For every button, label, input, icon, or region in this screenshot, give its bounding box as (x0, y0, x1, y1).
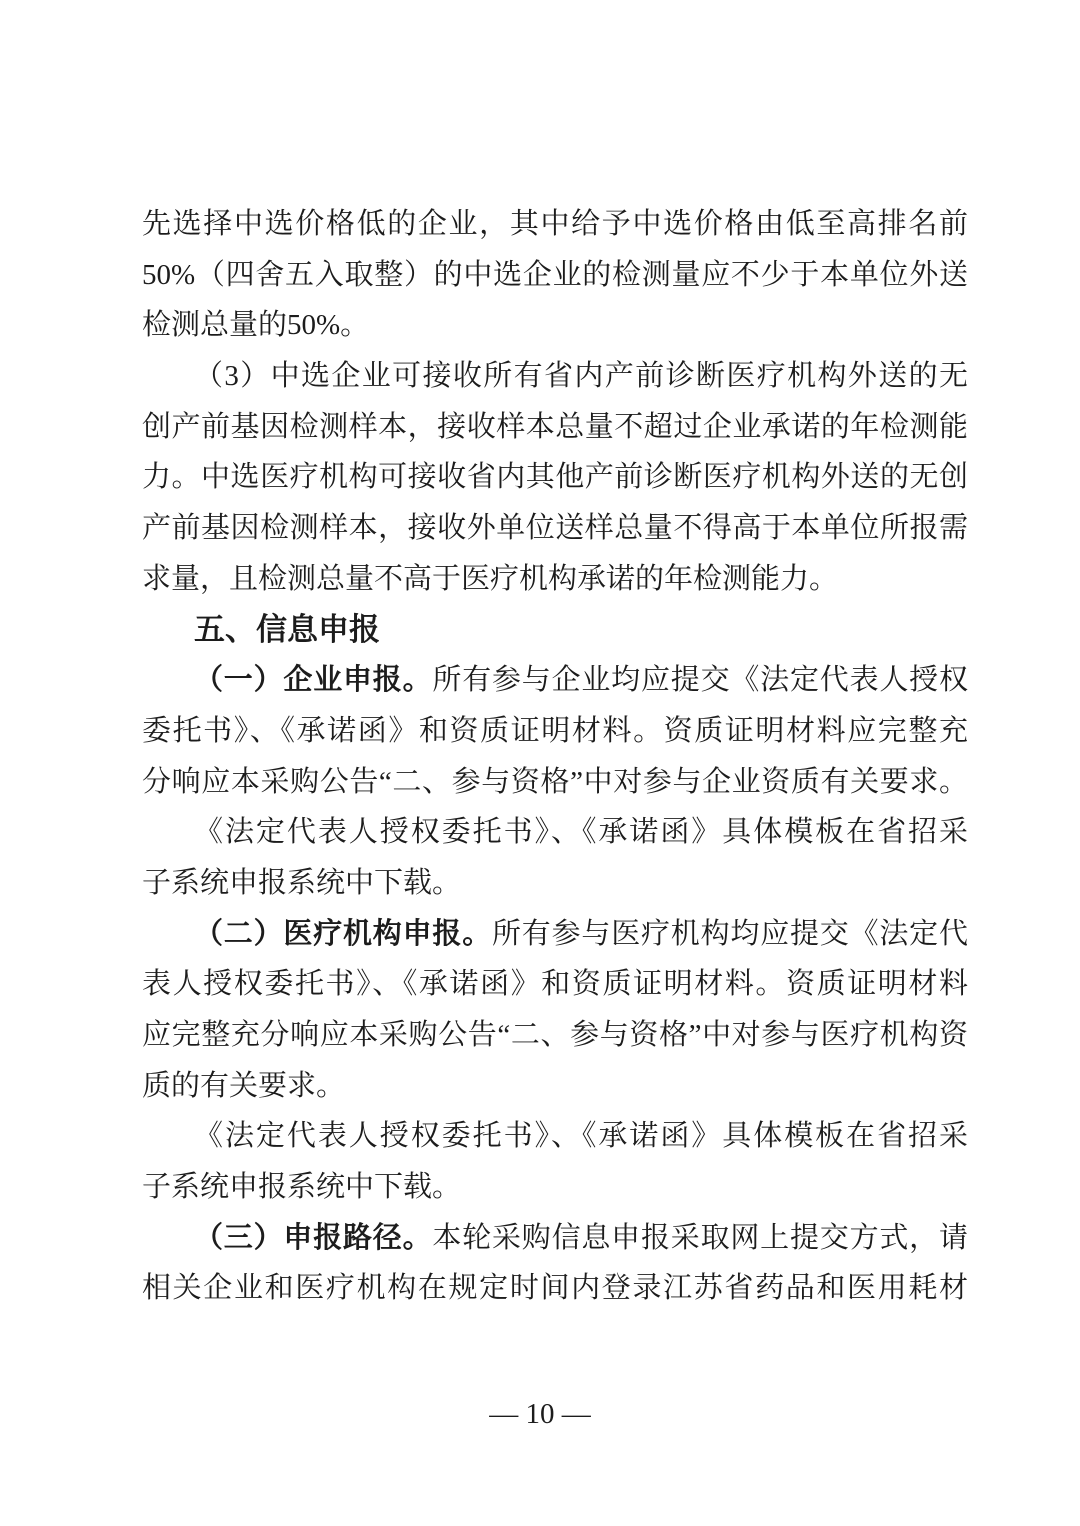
text-line: 应完整充分响应本采购公告“二、参与资格”中对参与医疗机构资 (142, 1019, 968, 1051)
section-heading: 五、信息申报 (194, 611, 380, 647)
text-line (142, 1213, 968, 1264)
text-line: 《法定代表人授权委托书》、《承诺函》具体模板在省招采 (194, 1120, 968, 1153)
text-line: 产前基因检测样本，接收外单位送样总量不得高于本单位所报需 (142, 512, 968, 545)
paragraph-text: 本轮采购信息申报采取网上提交方式，请 (432, 1221, 968, 1254)
paragraph-text: 所有参与医疗机构均应提交《法定代 (492, 917, 968, 950)
page-number: — 10 — (489, 1398, 591, 1430)
text-line: 先选择中选价格低的企业，其中给予中选价格由低至高排名前 (142, 208, 968, 240)
text-line: 子系统申报系统中下载。 (142, 1171, 462, 1204)
paragraph-lead: （一）企业申报。 (194, 664, 433, 697)
text-line: 求量，且检测总量不高于医疗机构承诺的年检测能力。 (142, 562, 839, 595)
text-line: 相关企业和医疗机构在规定时间内登录江苏省药品和医用耗材 (142, 1272, 968, 1305)
paragraph-lead: （三）申报路径。 (194, 1221, 433, 1254)
document-body (142, 199, 968, 1314)
text-line: （3）中选企业可接收所有省内产前诊断医疗机构外送的无 (194, 360, 968, 393)
text-line: 检测总量的50%。 (142, 309, 370, 342)
text-line: 质的有关要求。 (142, 1069, 346, 1102)
text-line: 力。中选医疗机构可接收省内其他产前诊断医疗机构外送的无创 (142, 461, 968, 494)
text-line (142, 655, 968, 706)
text-line: 表人授权委托书》、《承诺函》和资质证明材料。资质证明材料 (142, 968, 968, 1001)
text-line: 分响应本采购公告“二、参与资格”中对参与企业资质有关要求。 (142, 765, 968, 798)
text-line: 50%（四舍五入取整）的中选企业的检测量应不少于本单位外送 (142, 258, 968, 291)
text-line: 子系统申报系统中下载。 (142, 866, 462, 899)
paragraph-text: 所有参与企业均应提交《法定代表人授权 (432, 664, 968, 697)
paragraph-lead: （二）医疗机构申报。 (194, 917, 492, 950)
text-line: 创产前基因检测样本，接收样本总量不超过企业承诺的年检测能 (142, 410, 968, 443)
text-line: 《法定代表人授权委托书》、《承诺函》具体模板在省招采 (194, 816, 968, 849)
text-line: 委托书》、《承诺函》和资质证明材料。资质证明材料应完整充 (142, 714, 968, 747)
text-line (142, 909, 968, 960)
